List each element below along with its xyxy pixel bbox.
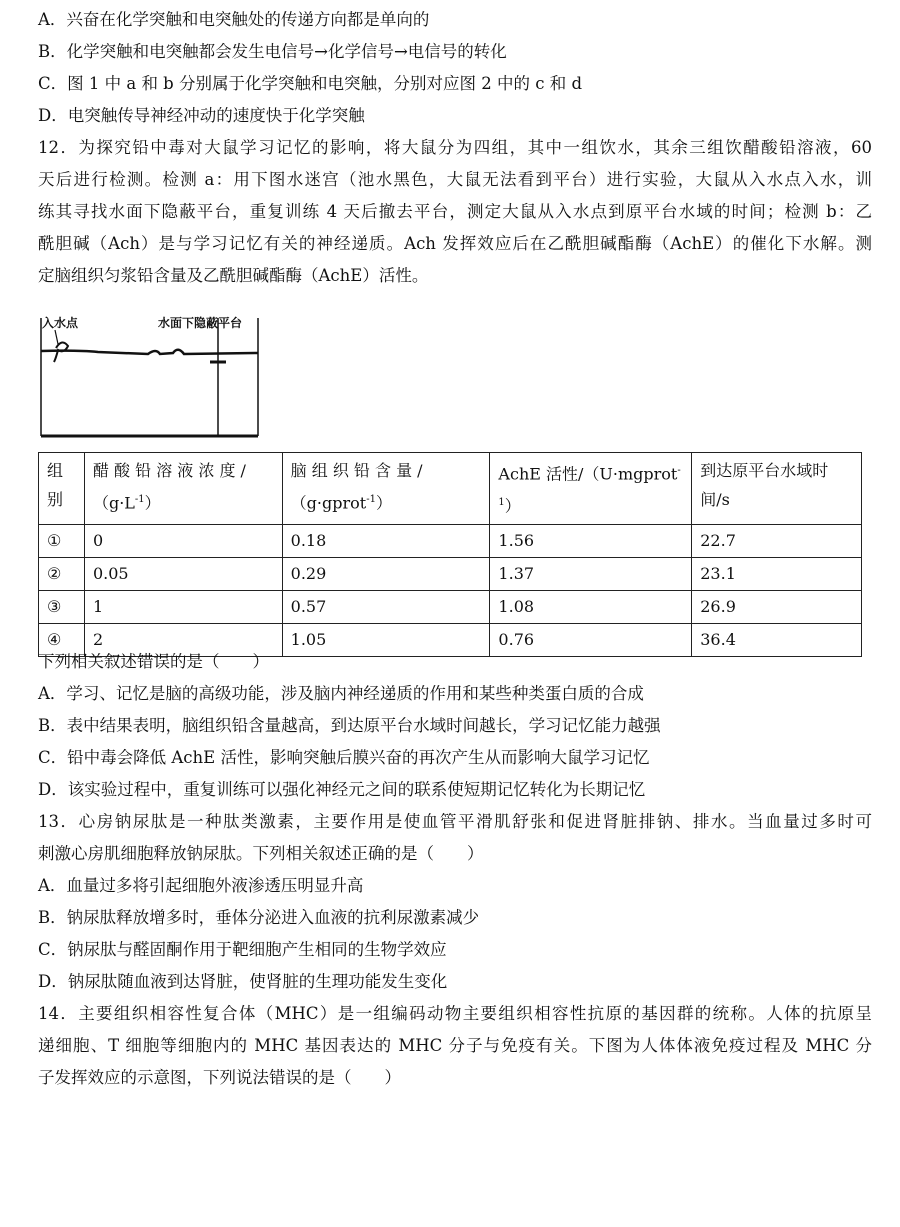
header-text: 到达原平台水域时	[700, 461, 829, 480]
table-cell: 1.05	[282, 623, 490, 656]
q13-option-a: A．血量过多将引起细胞外液渗透压明显升高	[38, 876, 364, 895]
header-text: ）	[144, 493, 161, 513]
hidden-platform-label: 水面下隐蔽平台	[158, 316, 243, 330]
header-sup: -1	[134, 494, 145, 505]
header-text: （g·gprot	[290, 493, 367, 513]
header-text: （g·L	[92, 493, 135, 513]
table-cell: ③	[39, 590, 85, 623]
q12-stem-line: 酰胆碱（Ach）是与学习记忆有关的神经递质。Ach 发挥效应后在乙酰胆碱酯酶（AchE）的催化下水解。测	[38, 234, 872, 253]
table-cell: 1.37	[490, 557, 692, 590]
table-row	[39, 557, 862, 590]
q12-option-c: C．铅中毒会降低 AchE 活性，影响突触后膜兴奋的再次产生从而影响大鼠学习记忆	[38, 748, 650, 767]
entry-point-label: 入水点	[42, 316, 79, 330]
results-table	[38, 452, 862, 657]
table-header-row	[39, 453, 862, 525]
table-row	[39, 590, 862, 623]
table-cell: 22.7	[692, 524, 862, 557]
table-cell: 0.05	[84, 557, 282, 590]
header-group	[39, 453, 85, 525]
table-row	[39, 524, 862, 557]
header-text: ）	[375, 493, 392, 513]
q13-option-d: D．钠尿肽随血液到达肾脏，使肾脏的生理功能发生变化	[38, 972, 448, 991]
table-cell: 0.29	[282, 557, 490, 590]
header-text: 别	[47, 490, 64, 509]
header-text: 脑 组 织 铅 含 量 /	[290, 461, 423, 480]
q12-option-d: D．该实验过程中，重复训练可以强化神经元之间的联系使短期记忆转化为长期记忆	[38, 780, 646, 799]
header-text: 间/s	[700, 490, 730, 509]
table-cell: 1	[84, 590, 282, 623]
q13-stem-line: 刺激心房肌细胞释放钠尿肽。下列相关叙述正确的是（ ）	[38, 844, 484, 863]
q11-option-c: C．图 1 中 a 和 b 分别属于化学突触和电突触，分别对应图 2 中的 c 和 d	[38, 74, 583, 93]
q14-stem-line: 子发挥效应的示意图，下列说法错误的是（ ）	[38, 1068, 401, 1087]
table-cell: 2	[84, 623, 282, 656]
table-cell: 36.4	[692, 623, 862, 656]
table-cell: 1.08	[490, 590, 692, 623]
table-cell: 0	[84, 524, 282, 557]
header-text: ）	[504, 496, 521, 516]
header-lead-acetate-concentration	[84, 453, 282, 525]
water-maze-figure	[38, 308, 268, 443]
q11-option-a: A．兴奋在化学突触和电突触处的传递方向都是单向的	[38, 10, 430, 29]
q14-stem-line: 递细胞、T 细胞等细胞内的 MHC 基因表达的 MHC 分子与免疫有关。下图为人体体液免疫过程及 MHC 分	[38, 1036, 872, 1055]
q14-stem-line: 14．主要组织相容性复合体（MHC）是一组编码动物主要组织相容性抗原的基因群的统称。人体的抗原呈	[38, 1004, 872, 1023]
header-text: 醋 酸 铅 溶 液 浓 度 /	[92, 461, 246, 480]
table-cell: 0.76	[490, 623, 692, 656]
header-text: 组	[47, 461, 64, 480]
q11-option-b: B．化学突触和电突触都会发生电信号→化学信号→电信号的转化	[38, 42, 507, 61]
q12-question: 下列相关叙述错误的是（ ）	[38, 652, 269, 671]
q12-stem-line: 定脑组织匀浆铅含量及乙酰胆碱酯酶（AchE）活性。	[38, 266, 429, 285]
q13-option-c: C．钠尿肽与醛固酮作用于靶细胞产生相同的生物学效应	[38, 940, 447, 959]
q12-stem-line: 天后进行检测。检测 a：用下图水迷宫（池水黑色，大鼠无法看到平台）进行实验，大鼠从入水点入水，训	[38, 170, 872, 189]
table-cell: 0.18	[282, 524, 490, 557]
header-text: AchE 活性/（U·mgprot	[498, 464, 678, 484]
table-cell: ①	[39, 524, 85, 557]
table-cell: 1.56	[490, 524, 692, 557]
header-time-to-platform	[692, 453, 862, 525]
header-brain-lead-content	[282, 453, 490, 525]
q11-option-d: D．电突触传导神经冲动的速度快于化学突触	[38, 106, 365, 125]
table-cell: 26.9	[692, 590, 862, 623]
table-cell: ②	[39, 557, 85, 590]
q12-option-a: A．学习、记忆是脑的高级功能，涉及脑内神经递质的作用和某些种类蛋白质的合成	[38, 684, 644, 703]
q12-option-b: B．表中结果表明，脑组织铅含量越高，到达原平台水域时间越长，学习记忆能力越强	[38, 716, 661, 735]
q12-stem-line: 12．为探究铅中毒对大鼠学习记忆的影响，将大鼠分为四组，其中一组饮水，其余三组饮醋酸铅溶液，60	[38, 138, 872, 157]
header-sup: -1	[498, 465, 681, 509]
q13-stem-line: 13．心房钠尿肽是一种肽类激素，主要作用是使血管平滑肌舒张和促进肾脏排钠、排水。当血量过多时可	[38, 812, 872, 831]
table-cell: 23.1	[692, 557, 862, 590]
table-cell: 0.57	[282, 590, 490, 623]
q12-stem-line: 练其寻找水面下隐蔽平台，重复训练 4 天后撤去平台，测定大鼠从入水点到原平台水域的时间；检测 b：乙	[38, 202, 872, 221]
q13-option-b: B．钠尿肽释放增多时，垂体分泌进入血液的抗利尿激素减少	[38, 908, 480, 927]
header-sup: -1	[366, 494, 376, 505]
table-cell: ④	[39, 623, 85, 656]
header-ache-activity	[490, 453, 692, 525]
